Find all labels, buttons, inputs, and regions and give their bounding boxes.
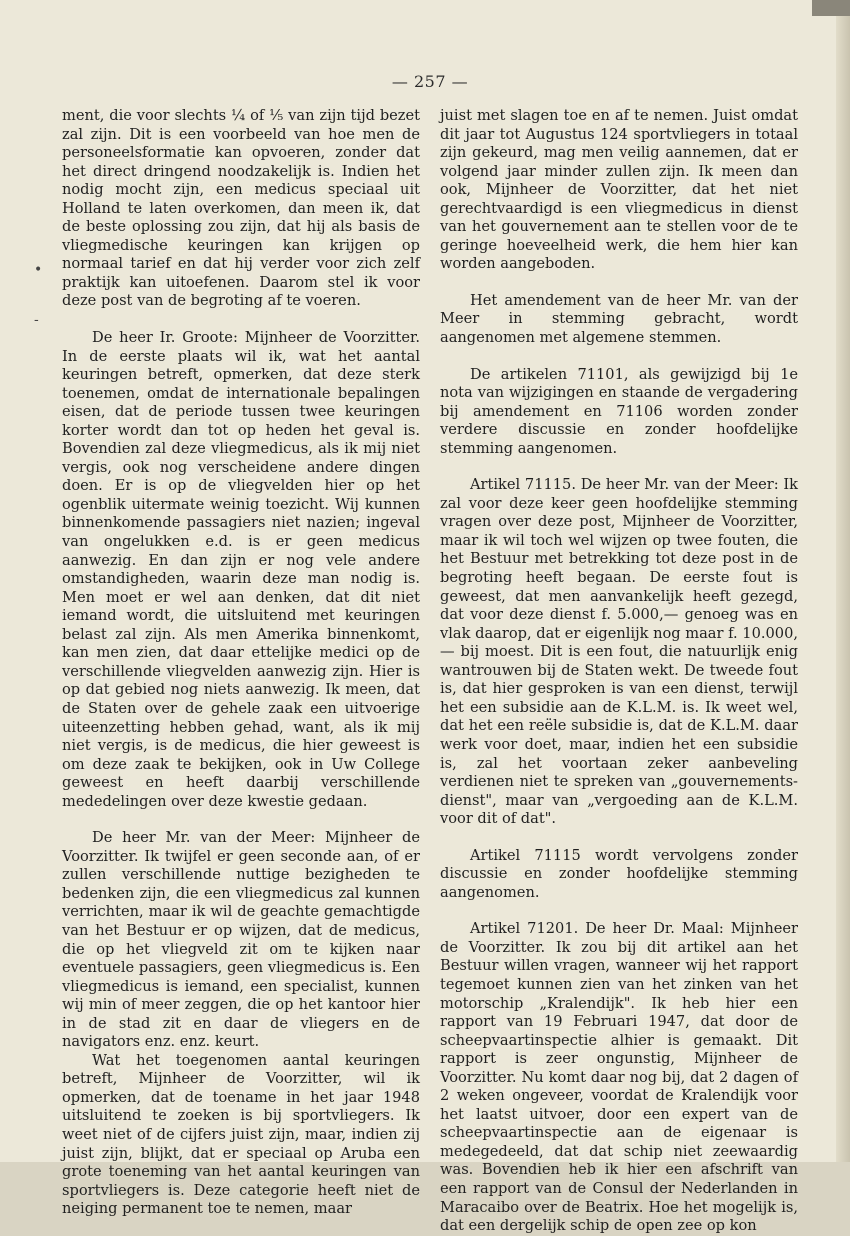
paragraph: De heer Mr. van der Meer: Mijnheer de Voorzitter. Ik twijfel er geen seconde aan, of er zullen verschillende nuttige bezigheden te bedenken zijn, die een vliegmedicus zal kunnen verrichten, maar ik wil de geachte gemachtigde van het Bestuur er op wijzen, dat de medicus, die op het vliegveld zit om te kijken naar eventuele passagiers, geen vliegmedicus is. Een vliegmedicus is iemand, een specialist, kunnen wij min of meer zeggen, die op het kantoor hier in de stad zit en daar de vliegers en de navigators enz. enz. keurt. [62, 829, 420, 1051]
page-number: — 257 — [391, 72, 469, 91]
margin-mark: • [34, 262, 43, 278]
left-column [62, 107, 420, 1219]
paragraph: De artikelen 71101, als gewijzigd bij 1e nota van wijzigingen en staande de vergadering bij amendement en 71106 worden zonder verdere discussie en zonder hoofdelijke stemming aangenomen. [440, 365, 798, 457]
paragraph: ment, die voor slechts ¼ of ⅕ van zijn tijd bezet zal zijn. Dit is een voorbeeld van hoe men de personeelsformatie kan opvoeren, zonder dat het direct dringend noodzakelijk is. Indien het nodig mocht zijn, een medicus speciaal uit Holland te laten overkomen, dan meen ik, dat de beste oplossing zou zijn, dat hij als basis de vliegmedische keuringen kan krijgen op normaal tarief en dat hij verder voor zich zelf praktijk kan uitoefenen. Daarom stel ik voor deze post van de begroting af te voeren. [62, 107, 420, 310]
paragraph: De heer Ir. Groote: Mijnheer de Voorzitter. In de eerste plaats wil ik, wat het aantal keuringen betreft, opmerken, dat deze sterk toenemen, omdat de internationale bepalingen eisen, dat de periode tussen twee keuringen korter wordt dan tot op heden het geval is. Bovendien zal deze vliegmedicus, als ik mij niet vergis, ook nog verscheidene andere dingen doen. Er is op de vliegvelden hier op het ogenblik uitermate weinig toezicht. Wij kunnen binnenkomende passagiers niet nazien; ingeval van ongelukken e.d. is er geen medicus aanwezig. En dan zijn er nog vele andere omstandigheden, waarin deze man nodig is. Men moet er wel aan denken, dat dit niet iemand wordt, die uitsluitend met keuringen belast zal zijn. Als men Amerika binnenkomt, kan men zien, dat daar ettelijke medici op de verschillende vliegvelden aanwezig zijn. Hier is op dat gebied nog niets aanwezig. Ik meen, dat de Staten over de gehele zaak een uitvoerige uiteenzetting hebben gehad, want, als ik mij niet vergis, is de medicus, die hier geweest is om deze zaak te bekijken, ook in Uw College geweest en heeft daarbij verschillende mededelingen over deze kwestie gedaan. [62, 329, 420, 810]
margin-mark: - [34, 312, 39, 328]
page-edge [836, 0, 850, 1162]
paragraph: Artikel 71201. De heer Dr. Maal: Mijnheer de Voorzitter. Ik zou bij dit artikel aan het Bestuur willen vragen, wanneer wij het rapport tegemoet kunnen zien van het zinken van het motorschip „Kralendijk". Ik heb hier een rapport van 19 Februari 1947, dat door de scheepvaartinspectie alhier is gemaakt. Dit rapport is zeer ongunstig, Mijnheer de Voorzitter. Nu komt daar nog bij, dat 2 dagen of 2 weken ongeveer, voordat de Kralendijk voor het laatst uitvoer, door een expert van de scheepvaartinspectie aan de eigenaar is medegedeeld, dat dat schip niet zeewaardig was. Bovendien heb ik hier een afschrift van een rapport van de Consul der Nederlanden in Maracaibo over de Beatrix. Hoe het mogelijk is, dat een dergelijk schip de open zee op kon [440, 920, 798, 1235]
paragraph: Artikel 71115. De heer Mr. van der Meer: Ik zal voor deze keer geen hoofdelijke stemming vragen over deze post, Mijnheer de Voorzitter, maar ik wil toch wel wijzen op twee fouten, die het Bestuur met betrekking tot deze post in de begroting heeft begaan. De eerste fout is geweest, dat men aanvankelijk heeft gezegd, dat voor deze dienst f. 5.000,— genoeg was en vlak daarop, dat er eigenlijk nog maar f. 10.000,— bij moest. Dit is een fout, die natuurlijk enig wantrouwen bij de Staten wekt. De tweede fout is, dat hier gesproken is van een dienst, terwijl het een subsidie aan de K.L.M. is. Ik weet wel, dat het een reële subsidie is, dat de K.L.M. daar werk voor doet, maar, indien het een subsidie is, zal het voortaan zeker aanbeveling verdienen niet te spreken van „gouvernements-dienst", maar van „vergoeding aan de K.L.M. voor dit of dat". [440, 476, 798, 828]
scan-corner-mark [812, 0, 850, 16]
right-column [440, 107, 798, 1236]
paragraph: Artikel 71115 wordt vervolgens zonder discussie en zonder hoofdelijke stemming aangenomen. [440, 846, 798, 901]
paragraph: juist met slagen toe en af te nemen. Juist omdat dit jaar tot Augustus 124 sportvliegers in totaal zijn gekeurd, mag men veilig aannemen, dat er volgend jaar minder zullen zijn. Ik meen dan ook, Mijnheer de Voorzitter, dat het niet gerechtvaardigd is een vliegmedicus in dienst van het gouvernement aan te stellen voor de te geringe hoeveelheid werk, die hem hier kan worden aangeboden. [440, 107, 798, 273]
paragraph: Wat het toegenomen aantal keuringen betreft, Mijnheer de Voorzitter, wil ik opmerken, dat de toename in het jaar 1948 uitsluitend te zoeken is bij sportvliegers. Ik weet niet of de cijfers juist zijn, maar, indien zij juist zijn, blijkt, dat er speciaal op Aruba een grote toeneming van het aantal keuringen van sportvliegers is. Deze categorie heeft niet de neiging permanent toe te nemen, maar [62, 1051, 420, 1218]
paragraph: Het amendement van de heer Mr. van der Meer in stemming gebracht, wordt aangenomen met algemene stemmen. [440, 291, 798, 347]
